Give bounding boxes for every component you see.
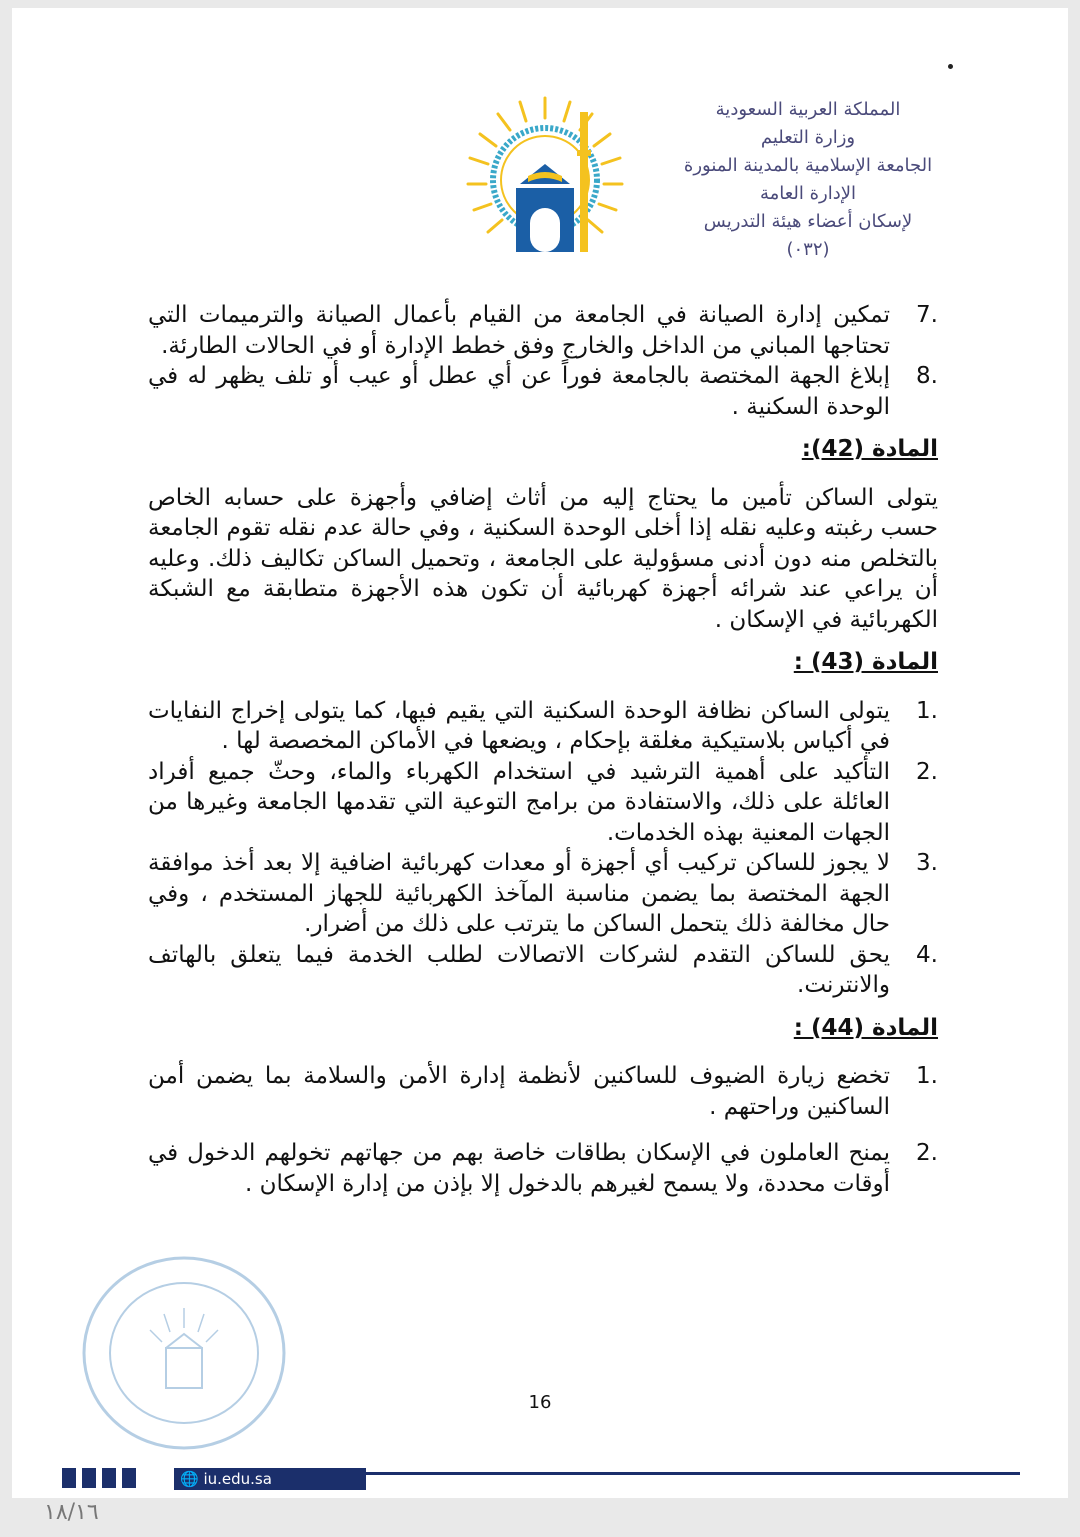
list-item [148,696,938,757]
letterhead [658,96,958,264]
letterhead-line: المملكة العربية السعودية [715,99,901,120]
list-item [148,757,938,849]
article-paragraph: يتولى الساكن تأمين ما يحتاج إليه من أثاث إضافي وأجهزة على حسابه الخاص حسب رغبته وعليه نقله إذا أخلى الوحدة السكنية ، وفي حالة عدم نقله تقوم الجامعة بالتخلص منه دون أدنى مسؤولية على الجامعة ، وتحميل الساكن تكاليف ذلك. وعليه أن يراعي عند شرائه أجهزة كهربائية أن تكون هذه الأجهزة متطابقة مع الشبكة الكهربائية في الإسكان . [148,484,938,633]
list-item [148,300,938,361]
item-number: 8. [916,363,938,389]
item-text: تخضع زيارة الضيوف للساكنين لأنظمة إدارة الأمن والسلامة بما يضمن أمن الساكنين وراحتهم . [148,1063,890,1120]
letterhead-line: الإدارة العامة [759,183,857,204]
item-number: 4. [916,941,938,968]
item-number: 2. [916,1140,938,1166]
list-item [148,1138,938,1199]
globe-icon: 🌐 [180,1470,199,1488]
page-footer [62,1458,1022,1488]
footer-url [174,1468,366,1490]
article-heading: المادة (44) : [793,1014,938,1041]
item-text: تمكين إدارة الصيانة في الجامعة من القيام بأعمال الصيانة والترميمات التي تحتاجها المباني من الداخل والخارج وفق خطط الإدارة أو في الحالات الطارئة. [148,302,890,359]
footer-url-text: iu.edu.sa [203,1470,272,1488]
university-logo-icon [460,92,630,262]
letterhead-line: الجامعة الإسلامية بالمدينة المنورة [683,155,933,176]
item-number: 2. [916,758,938,785]
list-item [148,848,938,940]
document-page [12,8,1068,1498]
item-number: 1. [916,1063,938,1089]
page-number: 16 [528,1392,552,1413]
page-counter: ١٨/١٦ [44,1500,99,1525]
page-dot [948,64,953,69]
item-text: يتولى الساكن نظافة الوحدة السكنية التي يقيم فيها، كما يتولى إخراج النفايات في أكياس بلاستيكية مغلقة بإحكام ، ويضعها في الأماكن المخصصة لها . [148,697,890,754]
document-body [148,300,938,1199]
letterhead-line: لإسكان أعضاء هيئة التدريس [703,211,913,232]
list-item [148,1061,938,1122]
article-heading: المادة (42): [801,436,938,462]
letterhead-line: (٠٣٢) [786,239,830,260]
letterhead-line: وزارة التعليم [760,127,856,148]
item-number: 1. [916,697,938,724]
official-seal-icon [74,1248,294,1458]
item-text: إبلاغ الجهة المختصة بالجامعة فوراً عن أي عطل أو عيب أو تلف يظهر له في الوحدة السكنية . [148,363,890,420]
item-number: 3. [916,850,938,876]
footer-blocks [62,1468,136,1488]
item-text: يمنح العاملون في الإسكان بطاقات خاصة بهم من جهاتهم تخولهم الدخول في أوقات محددة، ولا يسمح لغيرهم بالدخول إلا بإذن من إدارة الإسكان . [148,1140,890,1197]
item-text: يحق للساكن التقدم لشركات الاتصالات لطلب الخدمة فيما يتعلق بالهاتف والانترنت. [148,941,890,998]
item-text: لا يجوز للساكن تركيب أي أجهزة أو معدات كهربائية اضافية إلا بعد أخذ موافقة الجهة المختصة بما يضمن مناسبة المآخذ الكهربائية للجهاز المستخدم ، وفي حال مخالفة ذلك يتحمل الساكن ما يترتب على ذلك من أضرار. [148,850,890,937]
item-number: 7. [916,302,938,328]
footer-line [360,1472,1020,1475]
list-item [148,361,938,422]
article-heading: المادة (43) : [793,649,938,675]
list-item [148,940,938,1001]
item-text: التأكيد على أهمية الترشيد في استخدام الكهرباء والماء، وحثّ جميع أفراد العائلة على ذلك، والاستفادة من برامج التوعية التي تقدمها الجامعة وغيرها من الجهات المعنية بهذه الخدمات. [148,758,890,846]
